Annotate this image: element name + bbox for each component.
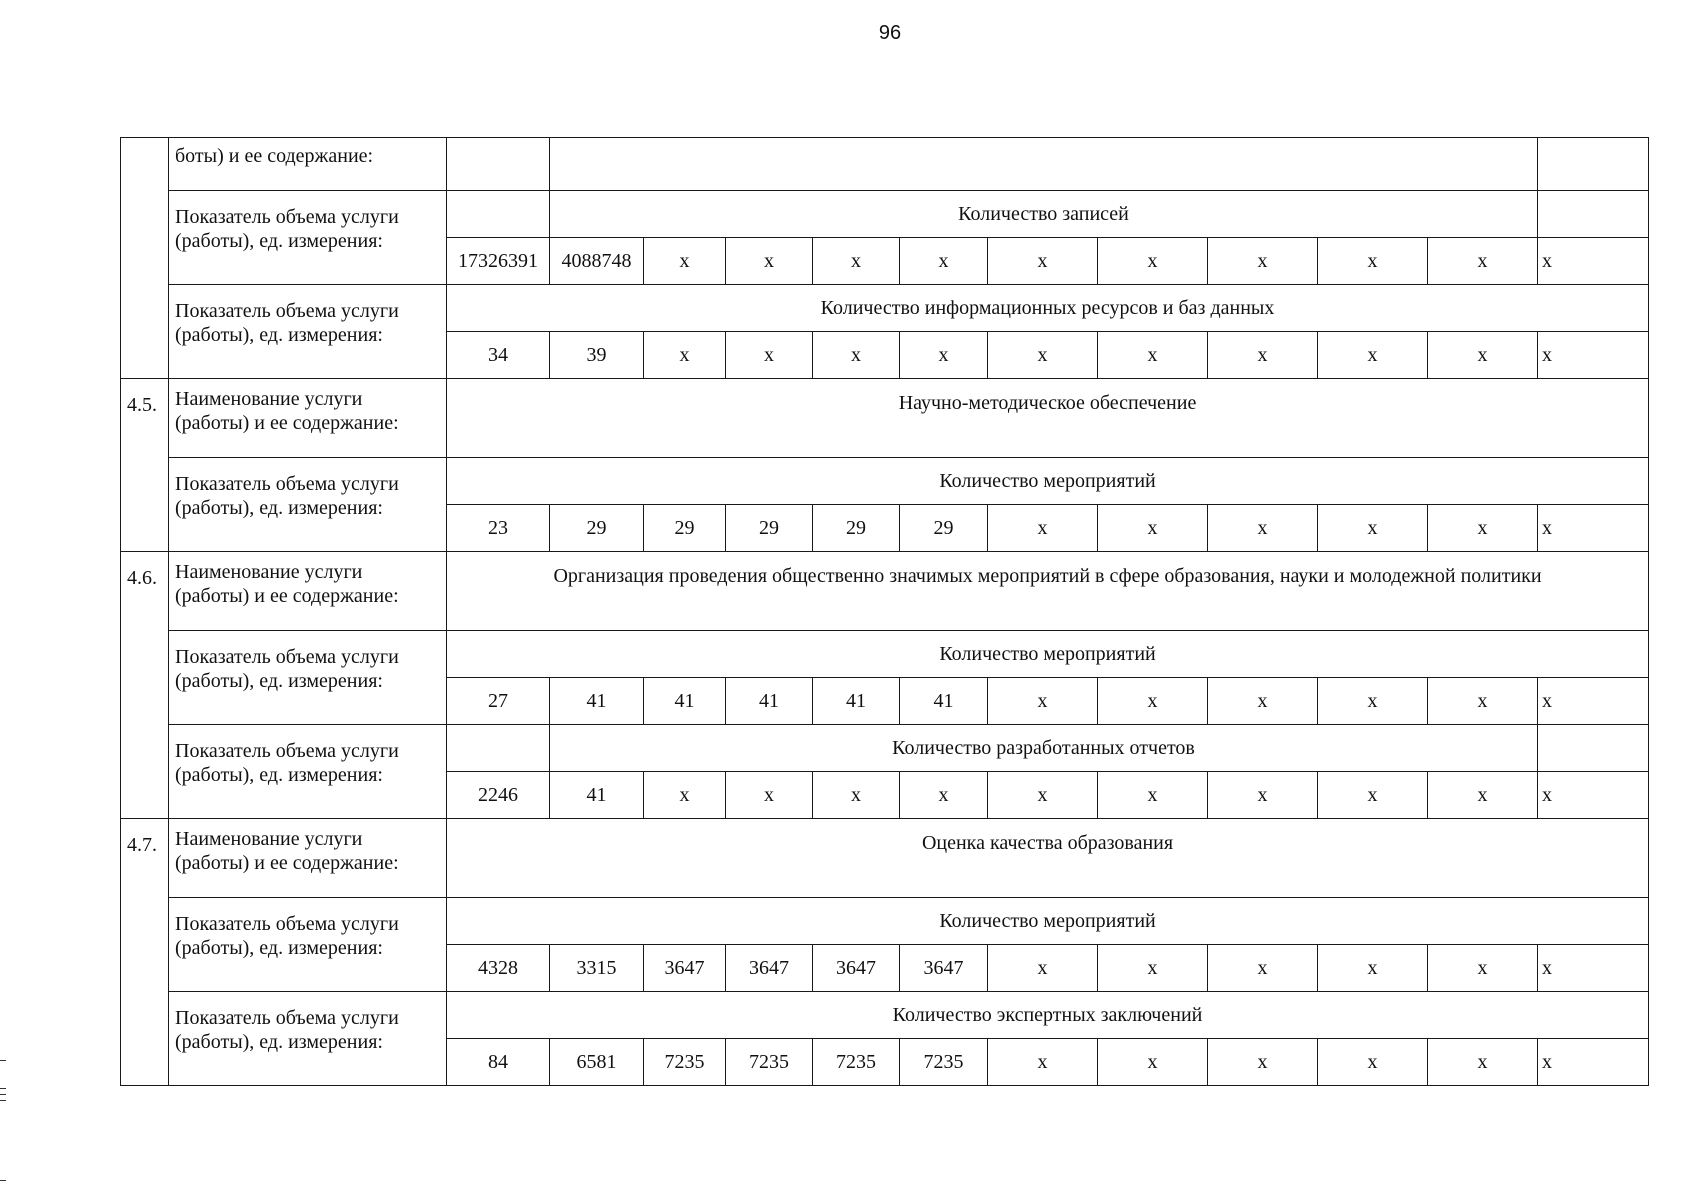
indicator-label: Показатель объема услуги (работы), ед. измерения: bbox=[169, 992, 447, 1086]
value-cell: x bbox=[726, 238, 813, 285]
empty-cell bbox=[1538, 191, 1649, 238]
value-cell: x bbox=[813, 332, 900, 379]
value-cell: x bbox=[1428, 678, 1538, 725]
value-cell: x bbox=[726, 772, 813, 819]
value-cell: 29 bbox=[726, 505, 813, 552]
service-name: Организация проведения общественно значимых мероприятий в сфере образования, науки и молодежной политики bbox=[447, 552, 1649, 631]
value-cell: x bbox=[988, 1039, 1098, 1086]
name-label-tail: боты) и ее содержание: bbox=[169, 138, 447, 191]
service-name-row bbox=[121, 552, 1649, 631]
value-cell: x bbox=[988, 332, 1098, 379]
value-cell: x bbox=[900, 238, 988, 285]
value-cell: x bbox=[1098, 238, 1208, 285]
value-cell: x bbox=[1428, 332, 1538, 379]
service-name-label: Наименование услуги (работы) и ее содержание: bbox=[169, 379, 447, 458]
value-cell: 3315 bbox=[550, 945, 644, 992]
value-cell: 84 bbox=[447, 1039, 550, 1086]
value-cell: 41 bbox=[550, 772, 644, 819]
indicator-heading-row bbox=[121, 285, 1649, 332]
value-cell: 27 bbox=[447, 678, 550, 725]
value-cell: 41 bbox=[726, 678, 813, 725]
value-cell: x bbox=[900, 772, 988, 819]
indicator-heading-row bbox=[121, 458, 1649, 505]
services-table bbox=[120, 137, 1649, 1086]
indicator-heading-row bbox=[121, 898, 1649, 945]
value-cell: 41 bbox=[900, 678, 988, 725]
value-cell: x bbox=[1318, 772, 1428, 819]
value-cell: x bbox=[1098, 945, 1208, 992]
value-cell: 3647 bbox=[644, 945, 726, 992]
indicator-label: Показатель объема услуги (работы), ед. измерения: bbox=[169, 898, 447, 992]
value-cell: x bbox=[1208, 945, 1318, 992]
empty-cell bbox=[1538, 138, 1649, 191]
value-cell: 3647 bbox=[813, 945, 900, 992]
value-cell: x bbox=[813, 772, 900, 819]
value-cell: 29 bbox=[550, 505, 644, 552]
value-cell: x bbox=[644, 238, 726, 285]
indicator-heading-row bbox=[121, 631, 1649, 678]
empty-cell bbox=[447, 138, 550, 191]
service-name: Научно-методическое обеспечение bbox=[447, 379, 1649, 458]
value-cell: x bbox=[1538, 1039, 1649, 1086]
service-name-label: Наименование услуги (работы) и ее содержание: bbox=[169, 552, 447, 631]
indicator-unit: Количество мероприятий bbox=[447, 631, 1649, 678]
value-cell: x bbox=[1318, 678, 1428, 725]
value-cell: 17326391 bbox=[447, 238, 550, 285]
value-cell: x bbox=[1098, 678, 1208, 725]
indicator-label: Показатель объема услуги (работы), ед. измерения: bbox=[169, 631, 447, 725]
value-cell: x bbox=[1208, 678, 1318, 725]
value-cell: x bbox=[1428, 238, 1538, 285]
service-name-row bbox=[121, 819, 1649, 898]
value-cell: x bbox=[900, 332, 988, 379]
value-cell: x bbox=[1208, 505, 1318, 552]
value-cell: x bbox=[1538, 945, 1649, 992]
value-cell: x bbox=[1208, 238, 1318, 285]
value-cell: x bbox=[1208, 1039, 1318, 1086]
value-cell: 39 bbox=[550, 332, 644, 379]
value-cell: x bbox=[1318, 238, 1428, 285]
value-cell: x bbox=[1318, 945, 1428, 992]
value-cell: 3647 bbox=[726, 945, 813, 992]
indicator-heading-row bbox=[121, 992, 1649, 1039]
empty-cell bbox=[447, 725, 550, 772]
value-cell: x bbox=[988, 678, 1098, 725]
value-cell: x bbox=[1538, 505, 1649, 552]
value-cell: 41 bbox=[550, 678, 644, 725]
value-cell: x bbox=[1428, 945, 1538, 992]
value-cell: 7235 bbox=[813, 1039, 900, 1086]
indicator-unit: Количество записей bbox=[550, 191, 1538, 238]
service-name: Оценка качества образования bbox=[447, 819, 1649, 898]
value-cell: 3647 bbox=[900, 945, 988, 992]
indicator-heading-row bbox=[121, 725, 1649, 772]
value-cell: 6581 bbox=[550, 1039, 644, 1086]
service-name-row bbox=[121, 379, 1649, 458]
indicator-label: Показатель объема услуги (работы), ед. измерения: bbox=[169, 191, 447, 285]
value-cell: 4088748 bbox=[550, 238, 644, 285]
indicator-label: Показатель объема услуги (работы), ед. измерения: bbox=[169, 725, 447, 819]
fold-mark bbox=[0, 1180, 6, 1181]
section-number: 4.7. bbox=[121, 819, 169, 1086]
indicator-unit: Количество информационных ресурсов и баз данных bbox=[447, 285, 1649, 332]
value-cell: 41 bbox=[813, 678, 900, 725]
value-cell: x bbox=[644, 332, 726, 379]
value-cell: x bbox=[726, 332, 813, 379]
value-cell: x bbox=[988, 505, 1098, 552]
value-cell: 4328 bbox=[447, 945, 550, 992]
value-cell: x bbox=[1098, 1039, 1208, 1086]
empty-cell bbox=[550, 138, 1538, 191]
section-number: 4.5. bbox=[121, 379, 169, 552]
value-cell: x bbox=[1098, 332, 1208, 379]
indicator-label: Показатель объема услуги (работы), ед. измерения: bbox=[169, 458, 447, 552]
section-number: 4.6. bbox=[121, 552, 169, 819]
fold-mark bbox=[0, 1088, 6, 1089]
value-cell: 34 bbox=[447, 332, 550, 379]
fold-mark bbox=[0, 1100, 6, 1101]
indicator-unit: Количество мероприятий bbox=[447, 458, 1649, 505]
value-cell: x bbox=[1538, 332, 1649, 379]
fold-mark bbox=[0, 1094, 6, 1095]
value-cell: x bbox=[988, 772, 1098, 819]
fold-mark bbox=[0, 1060, 6, 1061]
indicator-unit: Количество экспертных заключений bbox=[447, 992, 1649, 1039]
empty-cell bbox=[447, 191, 550, 238]
value-cell: 7235 bbox=[726, 1039, 813, 1086]
value-cell: x bbox=[1538, 772, 1649, 819]
value-cell: x bbox=[1208, 772, 1318, 819]
value-cell: 29 bbox=[813, 505, 900, 552]
page-number: 96 bbox=[878, 22, 902, 44]
service-name-label: Наименование услуги (работы) и ее содержание: bbox=[169, 819, 447, 898]
section-number bbox=[121, 138, 169, 379]
value-cell: x bbox=[1428, 505, 1538, 552]
value-cell: x bbox=[988, 945, 1098, 992]
indicator-unit: Количество разработанных отчетов bbox=[550, 725, 1538, 772]
value-cell: x bbox=[1208, 332, 1318, 379]
indicator-heading-row bbox=[121, 191, 1649, 238]
value-cell: x bbox=[1098, 505, 1208, 552]
empty-cell bbox=[1538, 725, 1649, 772]
value-cell: x bbox=[1428, 1039, 1538, 1086]
indicator-unit: Количество мероприятий bbox=[447, 898, 1649, 945]
value-cell: 29 bbox=[900, 505, 988, 552]
value-cell: 2246 bbox=[447, 772, 550, 819]
value-cell: x bbox=[1318, 332, 1428, 379]
value-cell: x bbox=[988, 238, 1098, 285]
value-cell: 7235 bbox=[644, 1039, 726, 1086]
continued-name-row bbox=[121, 138, 1649, 191]
value-cell: x bbox=[1318, 1039, 1428, 1086]
value-cell: x bbox=[1428, 772, 1538, 819]
value-cell: x bbox=[1098, 772, 1208, 819]
value-cell: x bbox=[813, 238, 900, 285]
value-cell: 23 bbox=[447, 505, 550, 552]
value-cell: x bbox=[1318, 505, 1428, 552]
value-cell: 41 bbox=[644, 678, 726, 725]
value-cell: x bbox=[1538, 238, 1649, 285]
value-cell: 7235 bbox=[900, 1039, 988, 1086]
value-cell: x bbox=[1538, 678, 1649, 725]
value-cell: 29 bbox=[644, 505, 726, 552]
value-cell: x bbox=[644, 772, 726, 819]
indicator-label: Показатель объема услуги (работы), ед. измерения: bbox=[169, 285, 447, 379]
